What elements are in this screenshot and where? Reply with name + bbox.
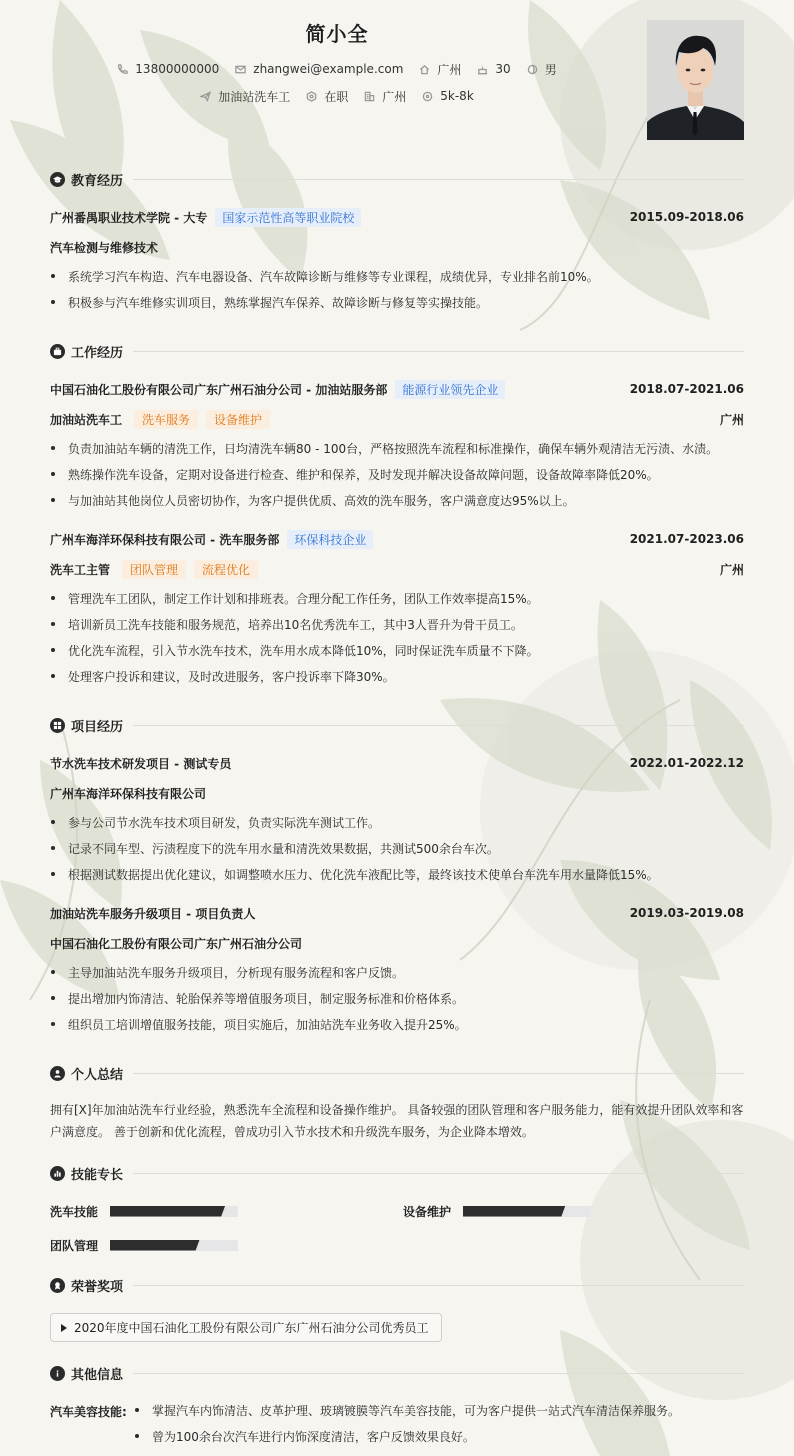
gender-text: 男 — [544, 62, 557, 77]
job-target-text: 加油站洗车工 — [218, 89, 291, 104]
list-item: 积极参与汽车维修实训项目，熟练掌握汽车保养、故障诊断与修复等实操技能。 — [50, 294, 744, 311]
graduation-cap-icon — [50, 172, 65, 187]
list-item: 熟练操作洗车设备，定期对设备进行检查、维护和保养，及时发现并解决设备故障问题，设备故障率降低20%。 — [50, 466, 744, 483]
candidate-name: 简小全 — [305, 22, 369, 46]
skill-level-bar — [110, 1206, 238, 1217]
user-icon — [50, 1066, 65, 1081]
mail-icon — [235, 64, 246, 75]
list-item: 负责加油站车辆的清洗工作，日均清洗车辆80 - 100台，严格按照洗车流程和标准操作，确保车辆外观清洁无污渍、水渍。 — [50, 440, 744, 457]
list-item: 主导加油站洗车服务升级项目，分析现有服务流程和客户反馈。 — [50, 964, 744, 981]
email-text: zhangwei@example.com — [253, 62, 404, 76]
job-target-info — [200, 88, 290, 105]
job-2-skill-tag: 团队管理 — [122, 560, 186, 579]
list-item: 管理洗车工团队，制定工作计划和排班表。合理分配工作任务，团队工作效率提高15%。 — [50, 590, 744, 607]
contact-row — [0, 60, 674, 78]
job-2-header — [50, 529, 744, 549]
section-divider — [133, 179, 744, 180]
list-item: 与加油站其他岗位人员密切协作，为客户提供优质、高效的洗车服务，客户满意度达95%以上。 — [50, 492, 744, 509]
briefcase-icon — [50, 344, 65, 359]
job-1-date: 2018.07-2021.06 — [629, 382, 744, 396]
skill-level-fill — [463, 1206, 565, 1217]
list-item: 曾为100余台次汽车进行内饰深度清洁，客户反馈效果良好。 — [134, 1428, 744, 1445]
job-2-company-tag: 环保科技企业 — [287, 530, 373, 549]
skill-item — [50, 1201, 238, 1221]
major-name: 汽车检测与维修技术 — [50, 240, 159, 255]
job-2-city: 广州 — [719, 562, 744, 577]
gender-icon — [527, 64, 538, 75]
project-1-date: 2022.01-2022.12 — [629, 756, 744, 770]
job-1-city: 广州 — [719, 412, 744, 427]
status-text: 在职 — [324, 89, 349, 104]
skill-level-bar — [110, 1240, 238, 1251]
project-2-title: 加油站洗车服务升级项目 - 项目负责人 — [50, 906, 256, 921]
list-item: 根据测试数据提出优化建议，如调整喷水压力、优化洗车液配比等，最终该技术使单台车洗车用水量降低15%。 — [50, 866, 744, 883]
city-info — [364, 88, 406, 105]
job-intent-row — [0, 87, 674, 105]
list-item: 优化洗车流程，引入节水洗车技术，洗车用水成本降低10%，同时保证洗车质量不下降。 — [50, 642, 744, 659]
section-divider — [133, 1373, 744, 1374]
project-1-org-row — [50, 783, 744, 803]
summary-section-title — [50, 1062, 744, 1084]
job-1-company-tag: 能源行业领先企业 — [395, 380, 505, 399]
project-2-header — [50, 903, 744, 923]
major-row — [50, 237, 744, 257]
summary-title-text: 个人总结 — [71, 1067, 124, 1083]
job-2-company: 广州车海洋环保科技有限公司 - 洗车服务部 — [50, 532, 280, 547]
project-2-org: 中国石油化工股份有限公司广东广州石油分公司 — [50, 936, 303, 951]
job-2-role: 洗车工主管 — [50, 562, 111, 577]
profile-photo — [647, 20, 744, 140]
skill-level-fill — [110, 1240, 200, 1251]
award-icon — [50, 1278, 65, 1293]
job-2-role-row — [50, 559, 744, 579]
skill-name: 设备维护 — [403, 1204, 452, 1219]
skill-level-bar — [463, 1206, 591, 1217]
job-2-skill-tag: 流程优化 — [194, 560, 258, 579]
education-header — [50, 207, 744, 227]
age-text: 30 — [495, 62, 511, 76]
section-divider — [133, 1285, 744, 1286]
skills-section-title — [50, 1162, 744, 1184]
list-item: 参与公司节水洗车技术项目研发，负责实际洗车测试工作。 — [50, 814, 744, 831]
list-item: 组织员工培训增值服务技能，项目实施后，加油站洗车业务收入提升25%。 — [50, 1016, 744, 1033]
other-label-row — [50, 1402, 127, 1420]
work-section-title — [50, 340, 744, 362]
job-1-role-row — [50, 409, 744, 429]
projects-section-title — [50, 714, 744, 736]
triangle-bullet-icon — [61, 1324, 67, 1332]
list-item: 记录不同车型、污渍程度下的洗车用水量和清洗效果数据，共测试500余台车次。 — [50, 840, 744, 857]
info-icon — [50, 1366, 65, 1381]
list-item: 提出增加内饰清洁、轮胎保养等增值服务项目，制定服务标准和价格体系。 — [50, 990, 744, 1007]
cake-icon — [477, 64, 488, 75]
skill-name: 团队管理 — [50, 1238, 99, 1253]
honor-item — [50, 1313, 442, 1342]
coin-icon — [422, 91, 433, 102]
phone-text: 13800000000 — [135, 62, 220, 76]
bar-chart-icon — [50, 1166, 65, 1181]
section-divider — [133, 351, 744, 352]
job-1-role: 加油站洗车工 — [50, 412, 123, 427]
honor-text: 2020年度中国石油化工股份有限公司广东广州石油分公司优秀员工 — [74, 1321, 429, 1335]
work-title-text: 工作经历 — [71, 345, 124, 361]
education-section-title — [50, 168, 744, 190]
honors-section-title — [50, 1274, 744, 1296]
section-divider — [133, 1173, 744, 1174]
job-1-header — [50, 379, 744, 399]
age-info — [477, 62, 510, 76]
project-1-title: 节水洗车技术研发项目 - 测试专员 — [50, 756, 232, 771]
skill-level-fill — [110, 1206, 225, 1217]
other-label: 汽车美容技能: — [50, 1404, 127, 1419]
phone-icon — [117, 64, 128, 75]
location-info — [419, 61, 461, 78]
list-item: 处理客户投诉和建议，及时改进服务，客户投诉率下降30%。 — [50, 668, 744, 685]
section-divider — [133, 1073, 744, 1074]
send-icon — [200, 91, 211, 102]
salary-text: 5k-8k — [440, 89, 474, 103]
other-section-title — [50, 1362, 744, 1384]
skill-item — [403, 1201, 591, 1221]
job-1-skill-tag: 设备维护 — [206, 410, 270, 429]
other-title-text: 其他信息 — [71, 1367, 124, 1383]
education-title-text: 教育经历 — [71, 173, 124, 189]
status-icon — [306, 91, 317, 102]
grid-icon — [50, 718, 65, 733]
gender-info — [527, 61, 557, 78]
job-1-skill-tag: 洗车服务 — [134, 410, 198, 429]
salary-info — [422, 89, 474, 103]
list-item: 掌握汽车内饰清洁、皮革护理、玻璃镀膜等汽车美容技能，可为客户提供一站式汽车清洁保养服务。 — [134, 1402, 744, 1419]
job-1-company: 中国石油化工股份有限公司广东广州石油分公司 - 加油站服务部 — [50, 382, 388, 397]
status-info — [306, 88, 348, 105]
home-icon — [419, 64, 430, 75]
summary-text: 拥有[X]年加油站洗车行业经验，熟悉洗车全流程和设备操作维护。 具备较强的团队管理和客户服务能力，能有效提升团队效率和客户满意度。 善于创新和优化流程，曾成功引入节水技术和升级洗车服务，为企业降本增效。 — [50, 1103, 744, 1139]
skill-item — [50, 1235, 238, 1255]
email-info — [235, 62, 403, 76]
skills-title-text: 技能专长 — [71, 1167, 124, 1183]
education-date: 2015.09-2018.06 — [629, 210, 744, 224]
job-2-date: 2021.07-2023.06 — [629, 532, 744, 546]
city-text: 广州 — [382, 89, 407, 104]
project-1-org: 广州车海洋环保科技有限公司 — [50, 786, 207, 801]
list-item: 培训新员工洗车技能和服务规范，培养出10名优秀洗车工，其中3人晋升为骨干员工。 — [50, 616, 744, 633]
school-name: 广州番禺职业技术学院 - 大专 — [50, 210, 208, 225]
section-divider — [133, 725, 744, 726]
projects-title-text: 项目经历 — [71, 719, 124, 735]
school-tag: 国家示范性高等职业院校 — [215, 208, 361, 227]
skill-name: 洗车技能 — [50, 1204, 99, 1219]
honors-title-text: 荣誉奖项 — [71, 1279, 124, 1295]
building-icon — [364, 91, 375, 102]
project-2-date: 2019.03-2019.08 — [629, 906, 744, 920]
phone-info — [117, 62, 219, 76]
location-text: 广州 — [437, 62, 462, 77]
project-1-header — [50, 753, 744, 773]
project-2-org-row — [50, 933, 744, 953]
list-item: 系统学习汽车构造、汽车电器设备、汽车故障诊断与维修等专业课程，成绩优异，专业排名前10%。 — [50, 268, 744, 285]
